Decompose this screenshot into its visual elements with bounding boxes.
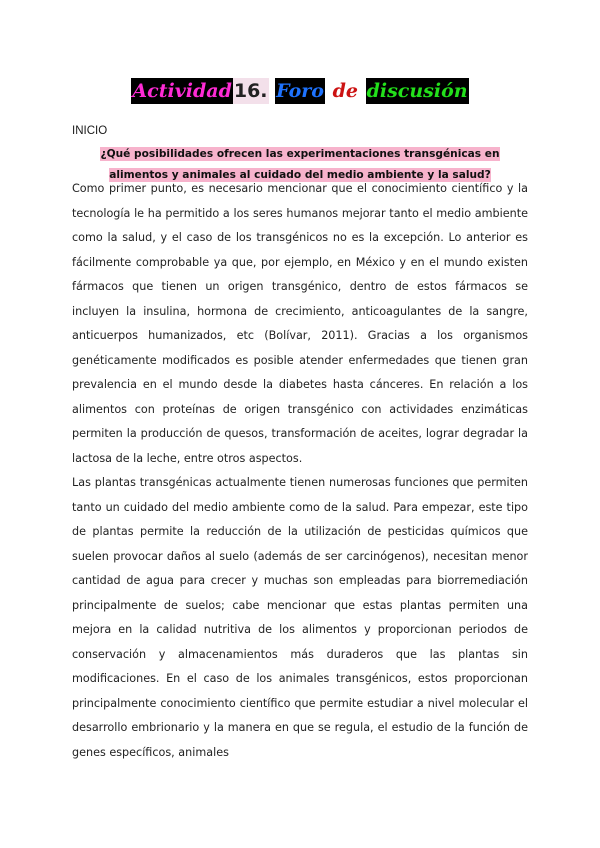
title-number: 16. [233, 80, 268, 102]
section-label: INICIO [72, 125, 108, 137]
title-word-actividad: Actividad [132, 80, 232, 102]
paragraph-1: Como primer punto, es necesario mencionar que el conocimiento científico y la tecnología le ha permitido a los seres humanos mejorar tanto el medio ambiente como la salud, y el caso de los transgénicos no es la excepción. Lo anterior es fácilmente comprobable ya que, por ejemplo, en México y en el mundo existen fármacos que tienen un origen transgénico, dentro de estos fármacos se incluyen la insulina, hormona de crecimiento, anticoagulantes de la sangre, anticuerpos humanizados, etc (Bolívar, 2011). Gracias a los organismos genéticamente modificados es posible atender enfermedades que tienen gran prevalencia en el mundo desde la diabetes hasta cánceres. En relación a los alimentos con proteínas de origen transgénico con actividades enzimáticas permiten la producción de quesos, transformación de aceites, lograr degradar la lactosa de la leche, entre otros aspectos. [72, 182, 528, 465]
body-text [72, 177, 528, 765]
page-title [0, 78, 600, 104]
question-text: ¿Qué posibilidades ofrecen las experimentaciones transgénicas en alimentos y animales al cuidado del medio ambiente y la salud? [100, 148, 500, 181]
title-word-discusion: discusión [366, 80, 468, 102]
paragraph-2: Las plantas transgénicas actualmente tienen numerosas funciones que permiten tanto un cuidado del medio ambiente como de la salud. Para empezar, este tipo de plantas permite la reducción de la utilización de pesticidas químicos que suelen provocar daños al suelo (además de ser carcinógenos), necesitan menor cantidad de agua para crecer y muchas son empleadas para biorremediación principalmente de suelos; cabe mencionar que estas plantas permiten una mejora en la calidad nutritiva de los alimentos y proporcionan periodos de conservación y almacenamientos más duraderos que las plantas sin modificaciones. En el caso de los animales transgénicos, estos proporcionan principalmente conocimiento científico que permite estudiar a nivel molecular el desarrollo embrionario y la manera en que se regula, el estudio de la función de genes específicos, animales [72, 476, 528, 759]
title-word-foro: Foro [276, 80, 324, 102]
title-word-de: de [332, 80, 358, 102]
